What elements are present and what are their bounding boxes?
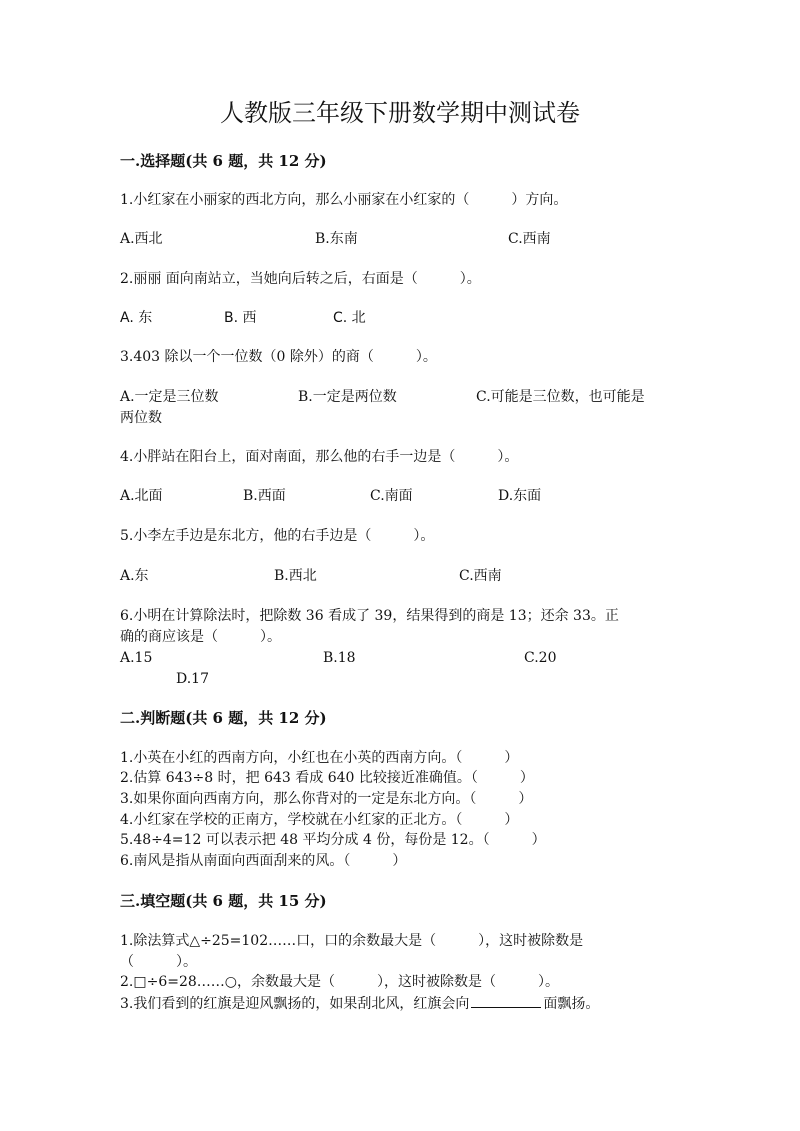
judgement-item: 4.小红家在学校的正南方，学校就在小红家的正北方。（ ） [120, 812, 519, 828]
option-c: C.20 [524, 650, 557, 666]
option-b: B.东南 [315, 231, 358, 247]
judgement-item: 5.48÷4=12 可以表示把 48 平均分成 4 份，每份是 12。（ ） [120, 832, 546, 848]
question-text: 3.403 除以一个一位数（0 除外）的商（ ）。 [120, 349, 437, 365]
question-text: 5.小李左手边是东北方，他的右手边是（ ）。 [120, 528, 435, 544]
option-a: A. 东 [120, 310, 153, 326]
section-heading-choice: 一.选择题(共 6 题，共 12 分) [120, 152, 327, 170]
fill-question-text: 3.我们看到的红旗是迎风飘扬的，如果刮北风，红旗会向 [120, 996, 470, 1012]
fill-question-text-end: 面飘扬。 [543, 996, 600, 1012]
judgement-item: 3.如果你面向西南方向，那么你背对的一定是东北方向。（ ） [120, 791, 533, 807]
question-text: 2.丽丽 面向南站立，当她向后转之后，右面是（ ）。 [120, 271, 481, 287]
question-text: 4.小胖站在阳台上，面对南面，那么他的右手一边是（ ）。 [120, 449, 519, 465]
option-b: B. 西 [224, 310, 257, 326]
option-c-continued: 两位数 [120, 410, 162, 426]
option-a: A.西北 [120, 231, 163, 247]
option-a: A.东 [120, 568, 149, 584]
option-c: C.西南 [508, 231, 551, 247]
option-b: B.18 [323, 650, 356, 666]
option-c: C.可能是三位数，也可能是 [476, 389, 645, 405]
option-d: D.17 [176, 671, 209, 687]
question-text: 6.小明在计算除法时，把除数 36 看成了 39，结果得到的商是 13；还余 33。正 [120, 608, 619, 624]
option-b: B.西北 [274, 568, 317, 584]
option-c: C.西南 [459, 568, 502, 584]
option-b: B.西面 [243, 488, 286, 504]
option-a: A.北面 [120, 488, 163, 504]
fill-question-continued: （ ）。 [120, 954, 197, 970]
fill-question: 1.除法算式△÷25=102……口，口的余数最大是（ ），这时被除数是 [120, 933, 584, 949]
judgement-item: 6.南风是指从南面向西面刮来的风。（ ） [120, 853, 407, 869]
page-title: 人教版三年级下册数学期中测试卷 [220, 99, 580, 127]
option-a: A.15 [120, 650, 153, 666]
option-b: B.一定是两位数 [298, 389, 397, 405]
option-a: A.一定是三位数 [120, 389, 219, 405]
option-d: D.东面 [498, 488, 542, 504]
section-heading-judgement: 二.判断题(共 6 题，共 12 分) [120, 709, 327, 727]
question-text-continued: 确的商应该是（ ）。 [120, 629, 281, 645]
fill-question: 2.□÷6=28……○，余数最大是（ ），这时被除数是（ ）。 [120, 974, 559, 990]
fill-question [120, 993, 599, 1014]
answer-blank[interactable] [471, 993, 541, 1008]
judgement-item: 1.小英在小红的西南方向，小红也在小英的西南方向。（ ） [120, 750, 519, 766]
option-c: C. 北 [333, 310, 366, 326]
section-heading-fill: 三.填空题(共 6 题，共 15 分) [120, 892, 327, 910]
judgement-item: 2.估算 643÷8 时，把 643 看成 640 比较接近准确值。（ ） [120, 770, 534, 786]
option-c: C.南面 [370, 488, 413, 504]
question-text: 1.小红家在小丽家的西北方向，那么小丽家在小红家的（ ）方向。 [120, 192, 568, 208]
